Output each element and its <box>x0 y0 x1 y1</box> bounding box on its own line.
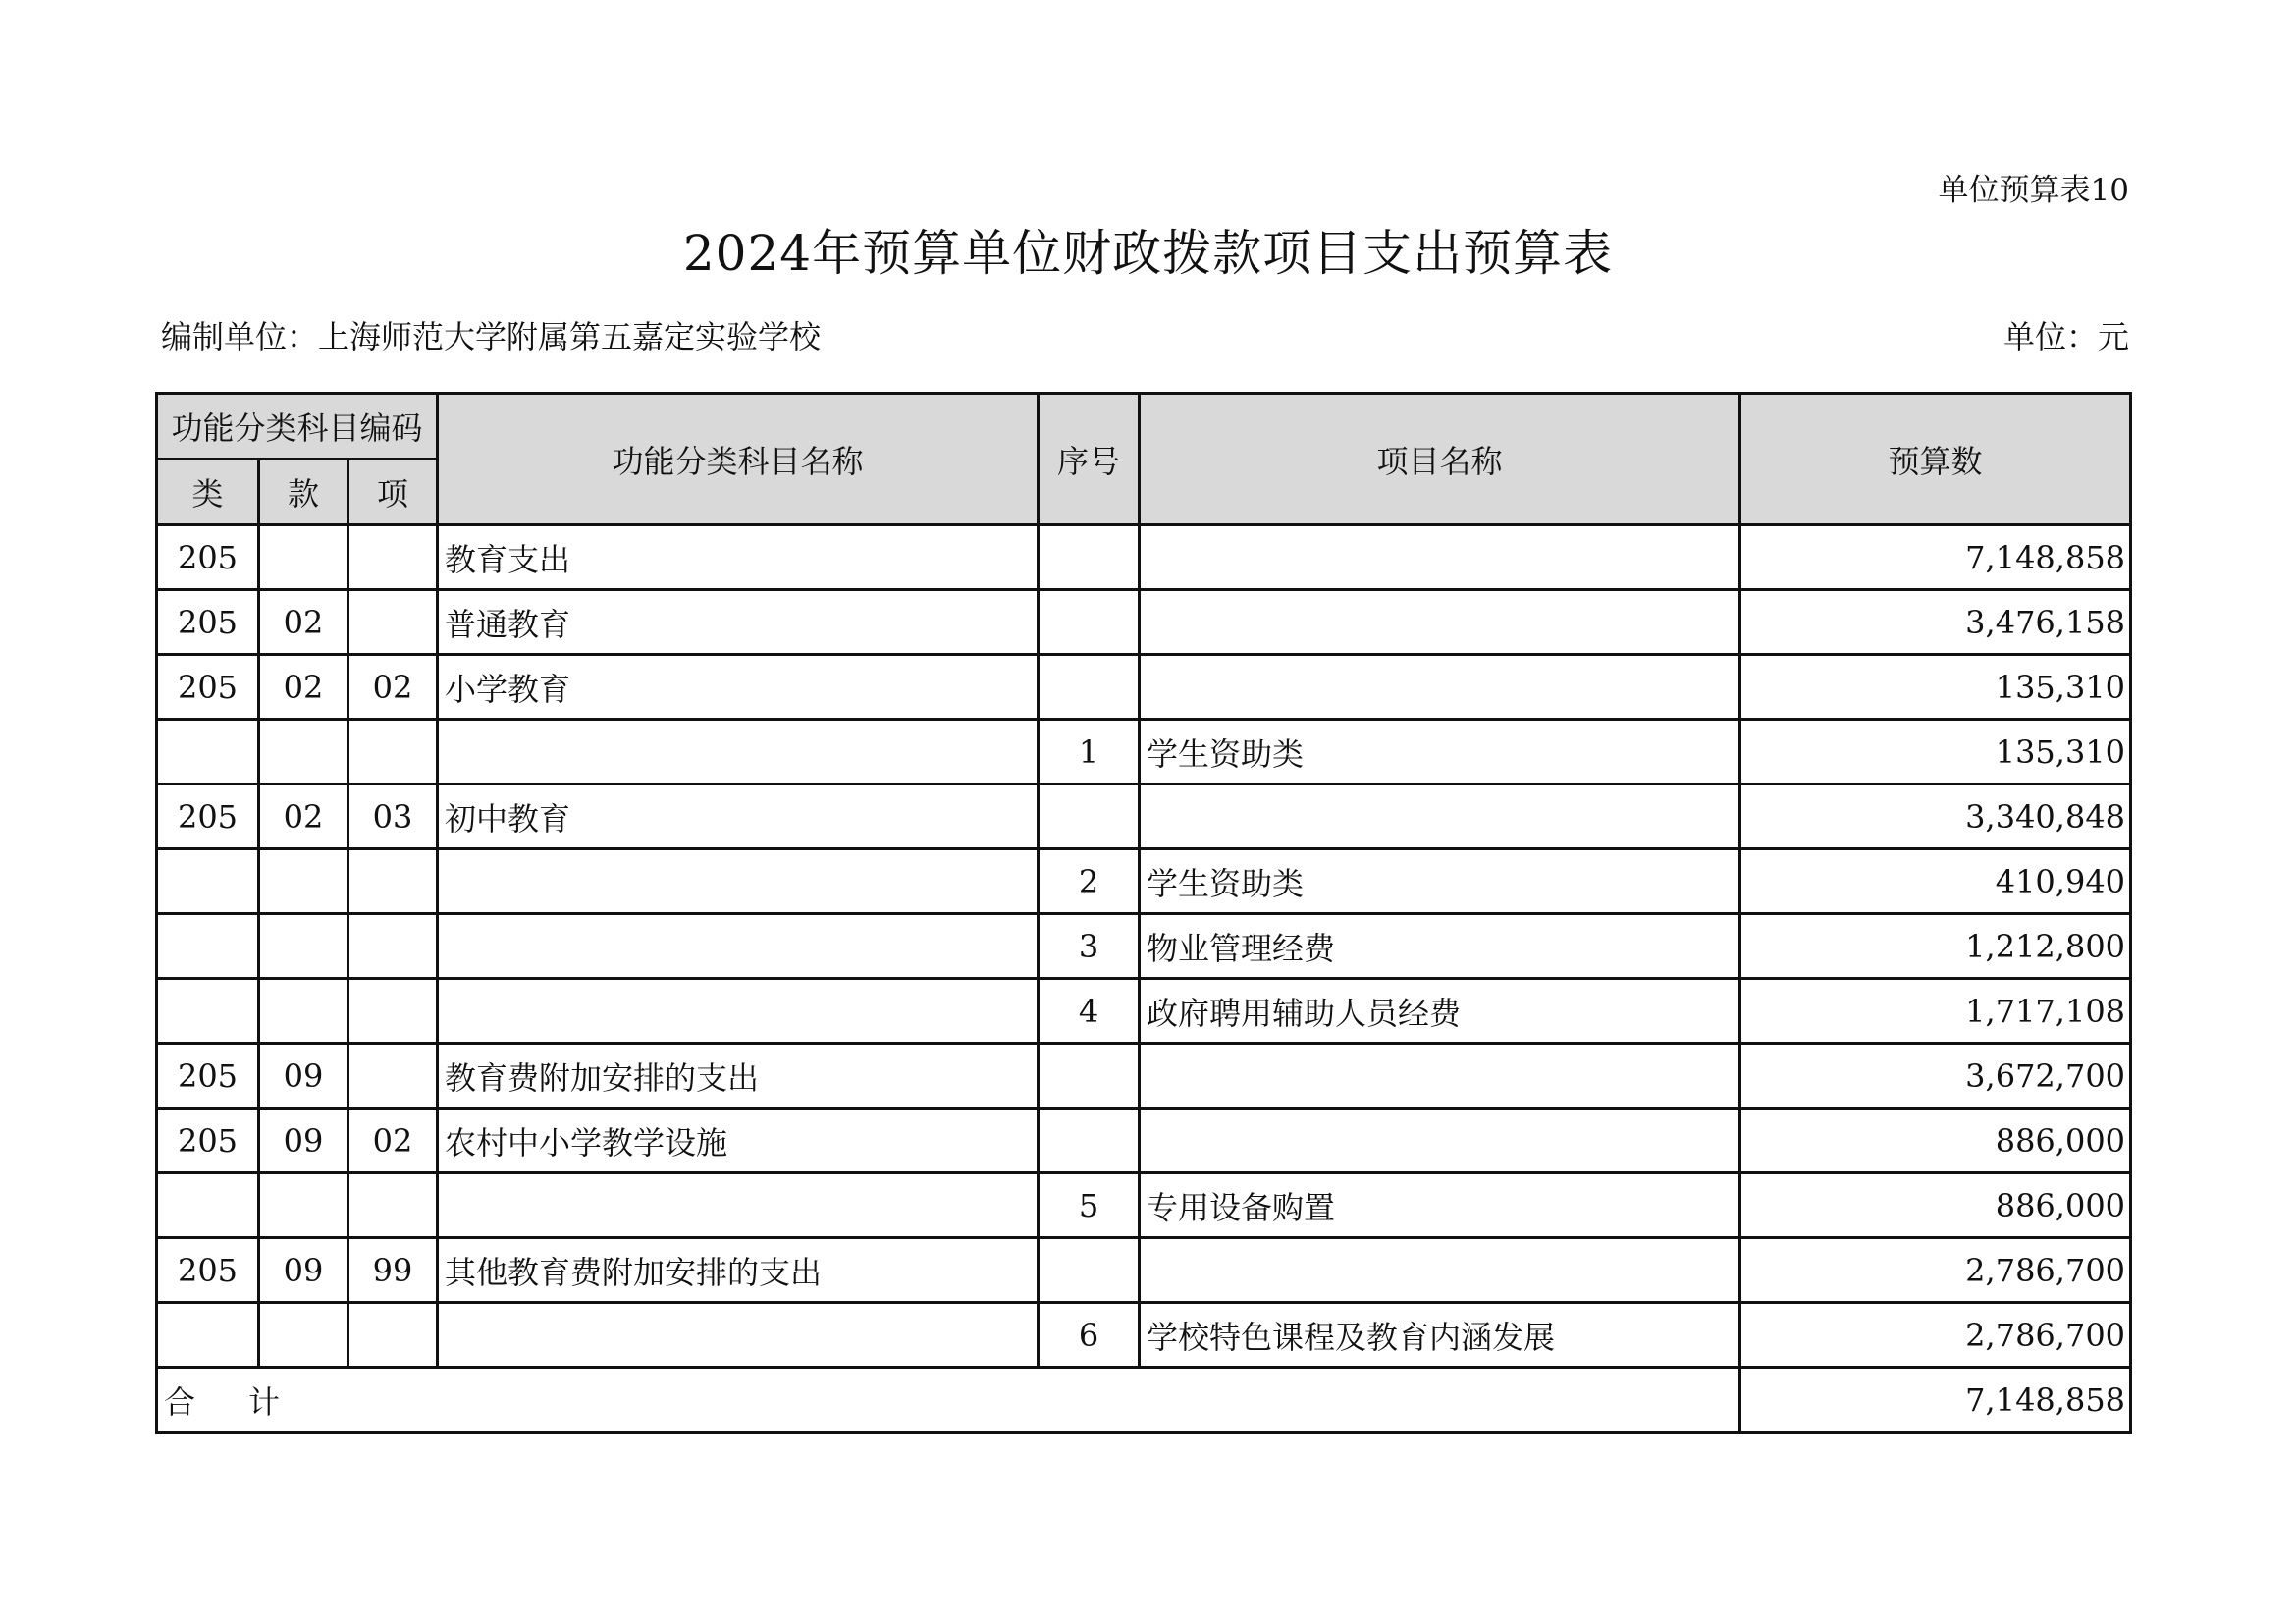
cell-seq: 1 <box>1039 720 1140 785</box>
cell-project-name: 物业管理经费 <box>1140 914 1740 979</box>
cell-subject-name: 教育支出 <box>438 525 1039 590</box>
cell-subject-name: 其他教育费附加安排的支出 <box>438 1238 1039 1303</box>
cell-amount: 886,000 <box>1740 1173 2131 1238</box>
cell-amount: 1,212,800 <box>1740 914 2131 979</box>
cell-seq: 2 <box>1039 849 1140 914</box>
cell-subject-name <box>438 720 1039 785</box>
code-group-header: 功能分类科目编码 <box>157 394 438 460</box>
cell-subject-name <box>438 1173 1039 1238</box>
table-row <box>157 849 2131 914</box>
cell-lei: 205 <box>157 1044 259 1109</box>
table-row <box>157 525 2131 590</box>
cell-project-name: 政府聘用辅助人员经费 <box>1140 979 1740 1044</box>
cell-xiang <box>348 914 438 979</box>
cell-xiang <box>348 590 438 655</box>
cell-xiang <box>348 1044 438 1109</box>
cell-kuan <box>259 914 348 979</box>
cell-project-name: 学生资助类 <box>1140 849 1740 914</box>
table-row <box>157 655 2131 720</box>
cell-lei: 205 <box>157 590 259 655</box>
currency-unit-label: 单位：元 <box>2002 318 2129 355</box>
cell-lei: 205 <box>157 785 259 849</box>
table-row <box>157 1109 2131 1173</box>
cell-project-name: 专用设备购置 <box>1140 1173 1740 1238</box>
table-body <box>157 525 2131 1368</box>
cell-amount: 886,000 <box>1740 1109 2131 1173</box>
cell-amount: 135,310 <box>1740 655 2131 720</box>
lei-header: 类 <box>157 460 259 525</box>
cell-amount: 3,340,848 <box>1740 785 2131 849</box>
cell-subject-name: 初中教育 <box>438 785 1039 849</box>
cell-lei: 205 <box>157 1109 259 1173</box>
cell-lei <box>157 1173 259 1238</box>
cell-xiang <box>348 849 438 914</box>
cell-kuan <box>259 525 348 590</box>
cell-seq <box>1039 655 1140 720</box>
table-row <box>157 720 2131 785</box>
cell-kuan: 09 <box>259 1109 348 1173</box>
table-row <box>157 590 2131 655</box>
cell-kuan: 02 <box>259 785 348 849</box>
cell-lei <box>157 849 259 914</box>
cell-amount: 2,786,700 <box>1740 1238 2131 1303</box>
kuan-header: 款 <box>259 460 348 525</box>
cell-project-name <box>1140 1238 1740 1303</box>
amount-header: 预算数 <box>1740 394 2131 525</box>
table-row <box>157 979 2131 1044</box>
table-row <box>157 1238 2131 1303</box>
cell-xiang <box>348 1173 438 1238</box>
cell-amount: 3,476,158 <box>1740 590 2131 655</box>
cell-project-name <box>1140 525 1740 590</box>
table-row <box>157 1303 2131 1368</box>
table-row <box>157 785 2131 849</box>
cell-kuan <box>259 720 348 785</box>
cell-xiang <box>348 1303 438 1368</box>
cell-project-name: 学生资助类 <box>1140 720 1740 785</box>
cell-seq <box>1039 1238 1140 1303</box>
cell-lei <box>157 979 259 1044</box>
subject-name-header: 功能分类科目名称 <box>438 394 1039 525</box>
cell-seq <box>1039 590 1140 655</box>
cell-project-name <box>1140 590 1740 655</box>
total-label-b: 计 <box>248 1382 281 1421</box>
cell-amount: 410,940 <box>1740 849 2131 914</box>
cell-kuan <box>259 1173 348 1238</box>
table-header <box>157 394 2131 525</box>
total-amount: 7,148,858 <box>1740 1368 2131 1433</box>
cell-lei <box>157 1303 259 1368</box>
cell-amount: 3,672,700 <box>1740 1044 2131 1109</box>
cell-kuan <box>259 979 348 1044</box>
cell-xiang <box>348 525 438 590</box>
budget-table <box>155 392 2132 1434</box>
cell-lei <box>157 914 259 979</box>
cell-lei: 205 <box>157 655 259 720</box>
cell-lei <box>157 720 259 785</box>
cell-xiang: 99 <box>348 1238 438 1303</box>
total-label <box>157 1368 1740 1433</box>
cell-subject-name: 教育费附加安排的支出 <box>438 1044 1039 1109</box>
cell-amount: 135,310 <box>1740 720 2131 785</box>
cell-lei: 205 <box>157 1238 259 1303</box>
cell-seq <box>1039 785 1140 849</box>
cell-kuan <box>259 849 348 914</box>
table-row <box>157 1044 2131 1109</box>
cell-subject-name <box>438 914 1039 979</box>
cell-kuan: 02 <box>259 590 348 655</box>
total-label-a: 合 <box>164 1382 196 1421</box>
cell-project-name <box>1140 655 1740 720</box>
cell-subject-name: 农村中小学教学设施 <box>438 1109 1039 1173</box>
cell-kuan: 09 <box>259 1238 348 1303</box>
org-label: 编制单位：上海师范大学附属第五嘉定实验学校 <box>161 318 822 355</box>
cell-seq: 5 <box>1039 1173 1140 1238</box>
cell-xiang: 02 <box>348 655 438 720</box>
page-title: 2024年预算单位财政拨款项目支出预算表 <box>682 225 1614 282</box>
project-name-header: 项目名称 <box>1140 394 1740 525</box>
cell-seq <box>1039 525 1140 590</box>
cell-subject-name: 普通教育 <box>438 590 1039 655</box>
cell-kuan: 09 <box>259 1044 348 1109</box>
cell-subject-name <box>438 979 1039 1044</box>
cell-project-name <box>1140 785 1740 849</box>
cell-project-name <box>1140 1109 1740 1173</box>
seq-header: 序号 <box>1039 394 1140 525</box>
table-code: 单位预算表10 <box>1938 173 2129 208</box>
xiang-header: 项 <box>348 460 438 525</box>
cell-amount: 7,148,858 <box>1740 525 2131 590</box>
cell-subject-name: 小学教育 <box>438 655 1039 720</box>
cell-subject-name <box>438 849 1039 914</box>
cell-lei: 205 <box>157 525 259 590</box>
cell-xiang <box>348 720 438 785</box>
total-row <box>157 1368 2131 1433</box>
cell-seq <box>1039 1044 1140 1109</box>
cell-amount: 1,717,108 <box>1740 979 2131 1044</box>
table-row <box>157 914 2131 979</box>
table-row <box>157 1173 2131 1238</box>
cell-seq <box>1039 1109 1140 1173</box>
cell-seq: 3 <box>1039 914 1140 979</box>
cell-subject-name <box>438 1303 1039 1368</box>
cell-xiang: 02 <box>348 1109 438 1173</box>
cell-project-name <box>1140 1044 1740 1109</box>
cell-xiang: 03 <box>348 785 438 849</box>
cell-seq: 6 <box>1039 1303 1140 1368</box>
cell-seq: 4 <box>1039 979 1140 1044</box>
cell-xiang <box>348 979 438 1044</box>
cell-kuan <box>259 1303 348 1368</box>
cell-amount: 2,786,700 <box>1740 1303 2131 1368</box>
cell-kuan: 02 <box>259 655 348 720</box>
cell-project-name: 学校特色课程及教育内涵发展 <box>1140 1303 1740 1368</box>
